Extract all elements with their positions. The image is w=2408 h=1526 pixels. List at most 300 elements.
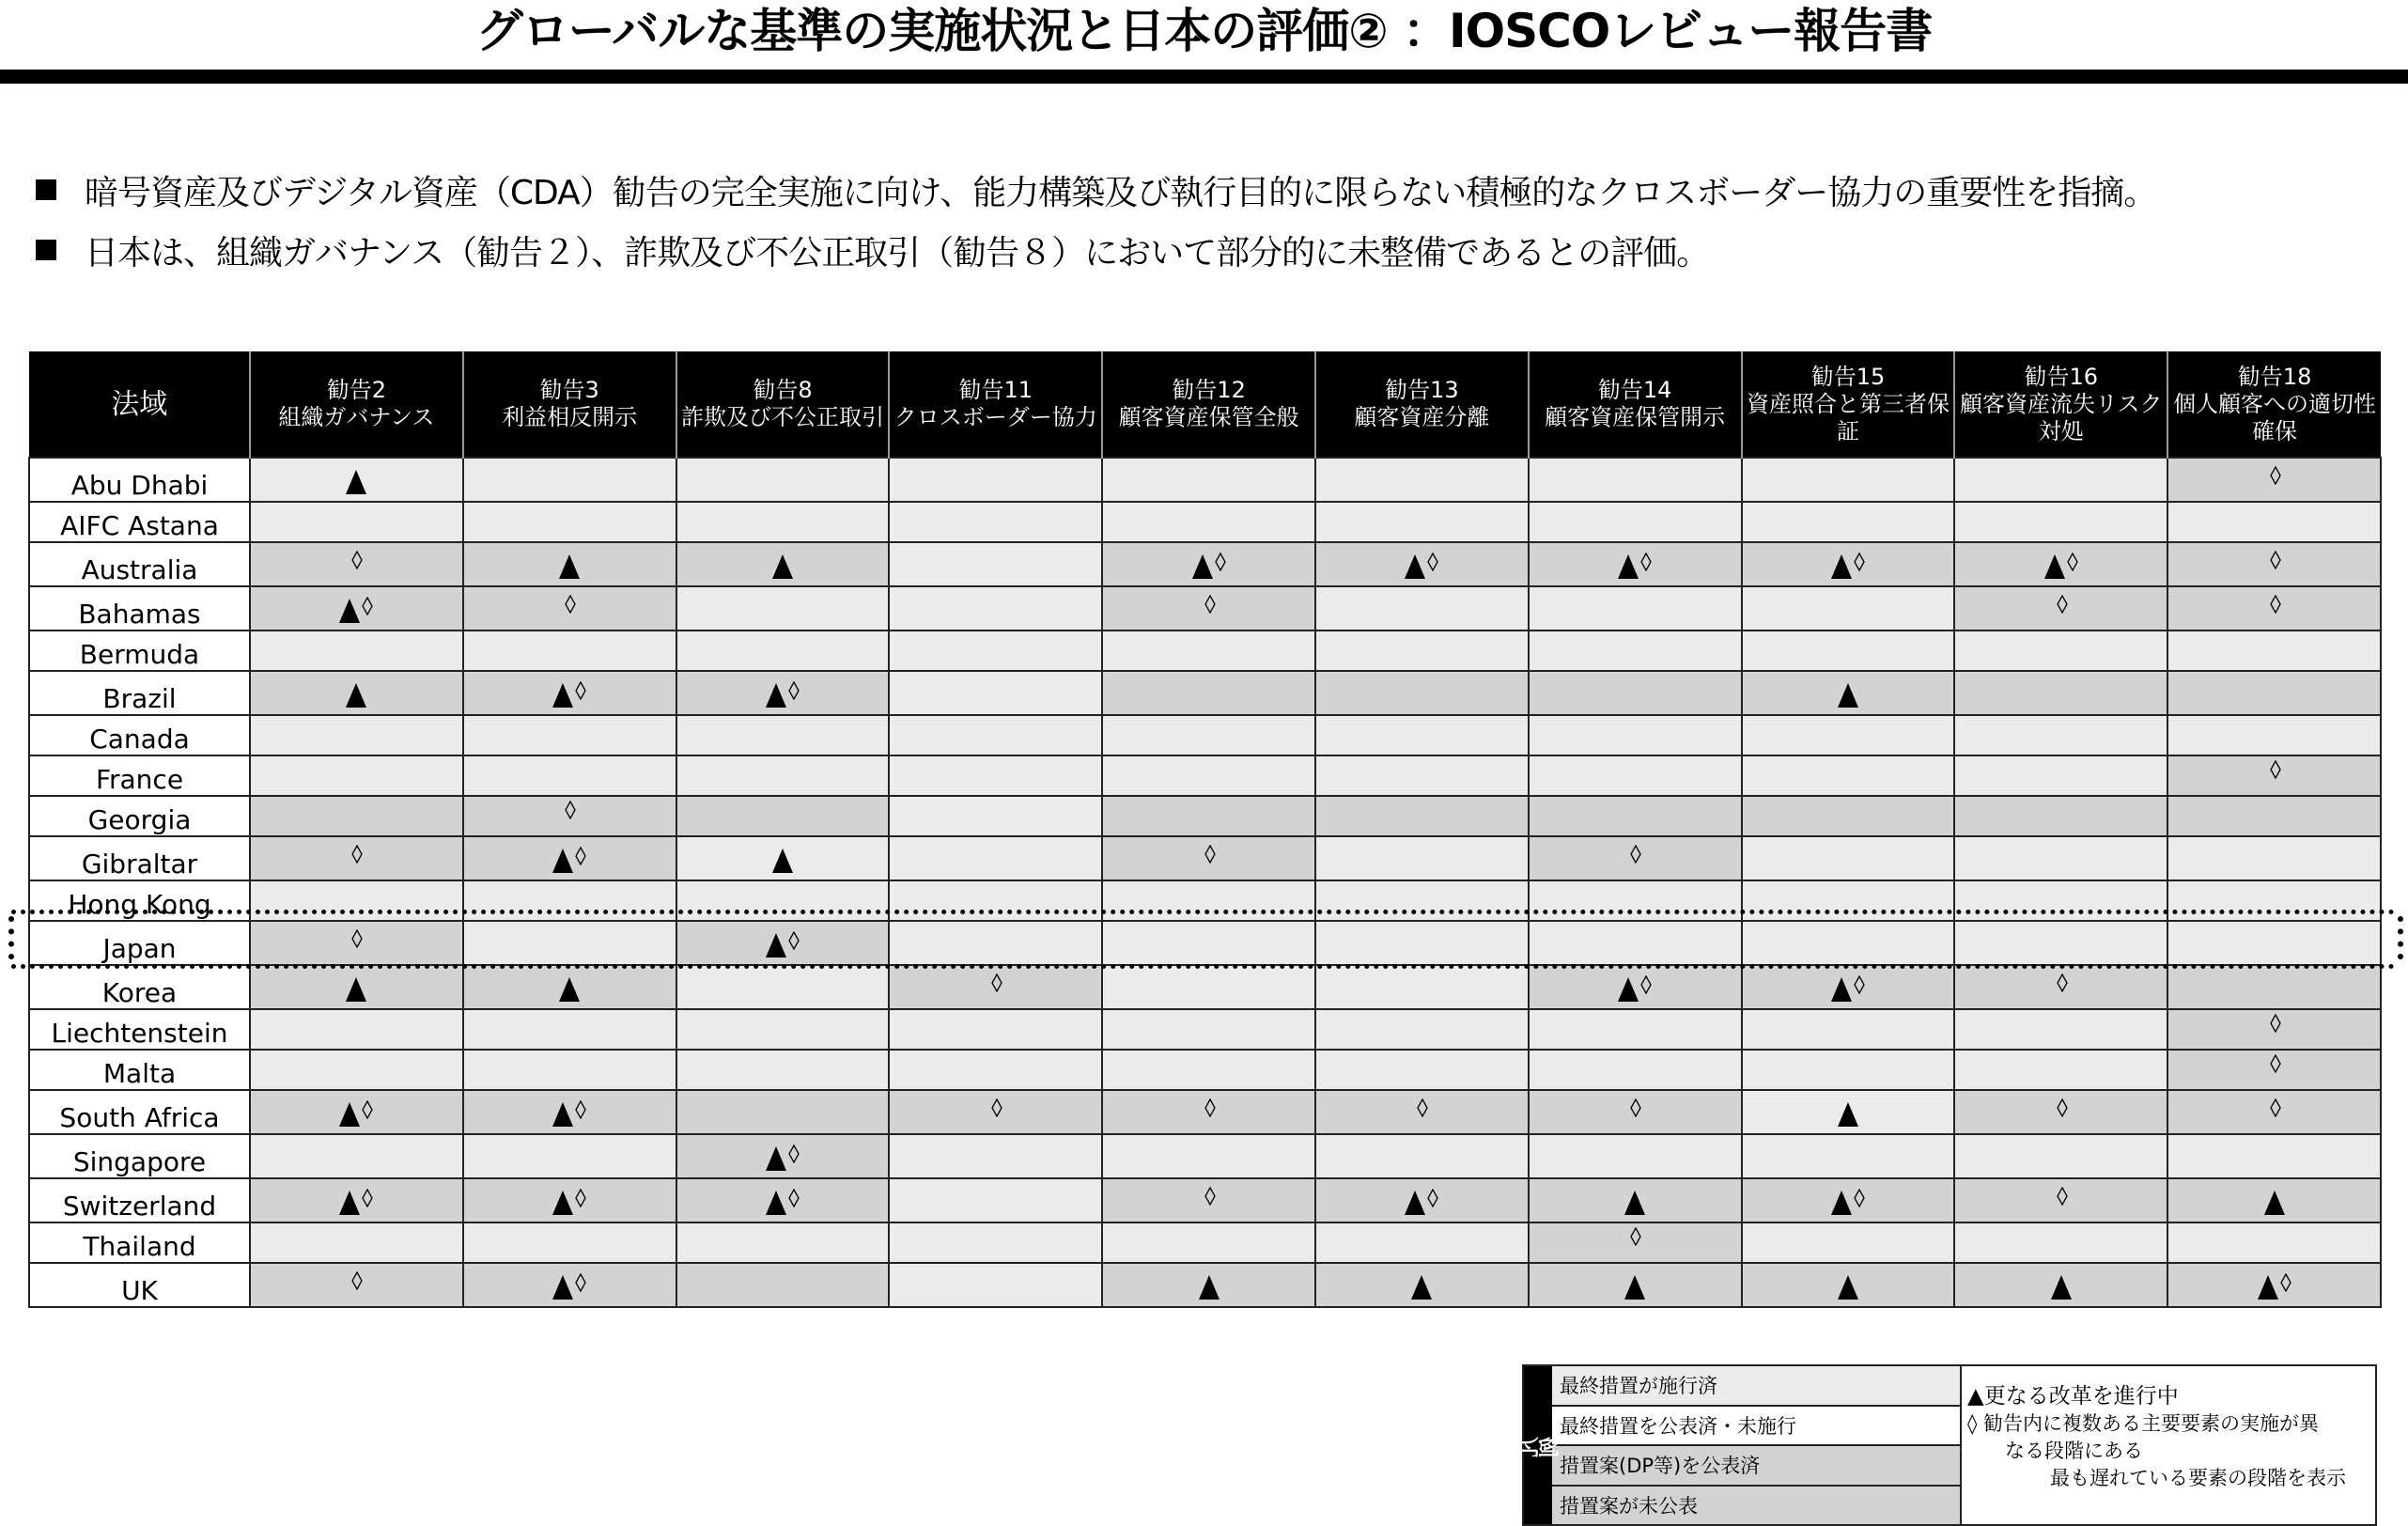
column-header-jurisdiction: 法域	[29, 351, 250, 458]
diamond-icon	[1204, 1187, 1216, 1206]
jurisdiction-cell: South Africa	[29, 1090, 250, 1134]
column-header-label: 顧客資産分離	[1354, 404, 1490, 430]
status-mark	[559, 543, 580, 582]
status-mark	[559, 966, 580, 1004]
status-mark	[1199, 1264, 1220, 1302]
diamond-icon	[2270, 760, 2281, 779]
triangle-icon	[772, 849, 793, 873]
assessment-table	[28, 351, 2382, 1308]
status-mark	[1411, 1264, 1432, 1302]
status-cell	[250, 715, 463, 755]
status-cell	[1529, 1090, 1742, 1134]
status-cell	[2167, 796, 2381, 836]
column-header-label: 顧客資産流失リスク対処	[1960, 390, 2163, 444]
column-header-number: 勧告18	[2237, 363, 2312, 390]
jurisdiction-cell: Japan	[29, 921, 250, 965]
jurisdiction-cell: Thailand	[29, 1222, 250, 1263]
status-mark	[350, 1268, 363, 1306]
jurisdiction-cell: Brazil	[29, 671, 250, 715]
status-cell	[1529, 880, 1742, 921]
status-cell	[250, 1134, 463, 1178]
table-row	[29, 836, 2381, 880]
jurisdiction-cell: Abu Dhabi	[29, 458, 250, 502]
table-row	[29, 1050, 2381, 1090]
status-cell	[1742, 1178, 1955, 1222]
status-cell	[463, 458, 676, 502]
status-cell	[1315, 715, 1529, 755]
status-mark	[2055, 1183, 2068, 1222]
column-header-number: 勧告14	[1597, 377, 1672, 403]
status-mark	[346, 672, 366, 710]
status-mark	[2268, 547, 2281, 585]
status-cell	[1102, 631, 1315, 671]
status-cell	[463, 715, 676, 755]
table-row	[29, 1090, 2381, 1134]
triangle-icon	[559, 977, 580, 1002]
status-mark	[1628, 841, 1641, 880]
diamond-icon	[1215, 553, 1226, 571]
status-mark	[1831, 543, 1865, 582]
diamond-icon	[2270, 466, 2281, 485]
triangle-icon	[2044, 554, 2065, 579]
column-header-rec	[676, 351, 890, 458]
status-mark	[2268, 1095, 2281, 1133]
status-cell	[889, 458, 1102, 502]
diamond-icon	[2057, 595, 2068, 614]
jurisdiction-cell: Malta	[29, 1050, 250, 1090]
status-cell	[1954, 755, 2167, 796]
triangle-icon	[766, 683, 786, 708]
table-row	[29, 1009, 2381, 1050]
column-header-rec	[1954, 351, 2167, 458]
status-cell	[1102, 1222, 1315, 1263]
status-cell	[463, 671, 676, 715]
status-cell	[1529, 458, 1742, 502]
status-cell	[2167, 880, 2381, 921]
status-mark	[552, 1091, 586, 1129]
status-cell	[1102, 458, 1315, 502]
legend-note-diamond: ◊ 勧告内に複数ある主要要素の実施が異	[1967, 1412, 2320, 1435]
status-cell	[463, 1050, 676, 1090]
status-mark	[1618, 543, 1652, 582]
status-cell	[463, 502, 676, 542]
column-header-number: 勧告8	[753, 377, 813, 403]
status-mark	[1203, 841, 1216, 880]
status-cell	[1529, 542, 1742, 586]
status-cell	[463, 1090, 676, 1134]
status-cell	[2167, 502, 2381, 542]
status-cell	[1954, 921, 2167, 965]
status-cell	[463, 965, 676, 1009]
diamond-icon	[351, 845, 363, 864]
status-cell	[1529, 1134, 1742, 1178]
status-cell	[1742, 715, 1955, 755]
triangle-icon	[1618, 554, 1639, 579]
table-row	[29, 542, 2381, 586]
status-cell	[2167, 1222, 2381, 1263]
status-cell	[676, 715, 890, 755]
status-mark	[563, 797, 576, 835]
diamond-icon	[575, 1189, 586, 1207]
diamond-icon	[1854, 975, 1865, 994]
diamond-icon	[2057, 973, 2068, 992]
status-mark	[2055, 591, 2068, 630]
jurisdiction-cell: Georgia	[29, 796, 250, 836]
status-cell	[889, 1263, 1102, 1307]
status-cell	[1102, 502, 1315, 542]
status-cell	[1529, 586, 1742, 631]
status-cell	[1102, 1263, 1315, 1307]
status-cell	[676, 1222, 890, 1263]
jurisdiction-cell: France	[29, 755, 250, 796]
status-cell	[889, 586, 1102, 631]
status-cell	[1315, 880, 1529, 921]
status-cell	[2167, 1090, 2381, 1134]
diamond-icon	[1854, 553, 1865, 571]
status-cell	[250, 1090, 463, 1134]
status-cell	[1315, 542, 1529, 586]
status-cell	[1954, 1009, 2167, 1050]
status-cell	[463, 1222, 676, 1263]
status-cell	[463, 796, 676, 836]
jurisdiction-cell: Bermuda	[29, 631, 250, 671]
diamond-icon	[2057, 1187, 2068, 1206]
status-cell	[1315, 1050, 1529, 1090]
column-header-rec	[1529, 351, 1742, 458]
triangle-icon	[1199, 1275, 1220, 1300]
triangle-icon	[552, 849, 573, 873]
status-mark	[766, 922, 800, 960]
status-cell	[1529, 671, 1742, 715]
diamond-icon	[1427, 553, 1438, 571]
diamond-icon	[575, 1100, 586, 1119]
triangle-icon	[1618, 977, 1639, 1002]
status-cell	[1954, 965, 2167, 1009]
diamond-icon	[575, 681, 586, 700]
diamond-icon	[2270, 1054, 2281, 1073]
diamond-icon	[565, 801, 576, 819]
legend	[1517, 1364, 2377, 1526]
status-cell	[463, 755, 676, 796]
triangle-icon	[766, 933, 786, 958]
table-row	[29, 1178, 2381, 1222]
status-mark	[1203, 1095, 1216, 1133]
column-header-label: 顧客資産保管全般	[1118, 404, 1299, 430]
triangle-icon	[2258, 1275, 2278, 1300]
legend-tag	[1517, 1366, 1559, 1524]
triangle-icon	[1192, 554, 1213, 579]
status-cell	[1954, 1050, 2167, 1090]
triangle-icon	[339, 599, 360, 623]
diamond-icon	[362, 597, 373, 615]
status-cell	[889, 502, 1102, 542]
table-row	[29, 586, 2381, 631]
triangle-icon	[766, 1191, 786, 1215]
column-header-rec	[1742, 351, 1955, 458]
status-cell	[250, 1222, 463, 1263]
status-cell	[1529, 1050, 1742, 1090]
status-cell	[250, 1263, 463, 1307]
status-cell	[1954, 1090, 2167, 1134]
status-cell	[1315, 502, 1529, 542]
summary-bullets	[36, 160, 2385, 280]
triangle-icon	[552, 1191, 573, 1215]
status-cell	[1742, 796, 1955, 836]
status-cell	[1742, 755, 1955, 796]
status-mark	[552, 1179, 586, 1218]
diamond-icon	[2270, 551, 2281, 569]
status-cell	[463, 586, 676, 631]
status-cell	[463, 1134, 676, 1178]
status-cell	[1102, 671, 1315, 715]
status-mark	[1838, 672, 1858, 710]
diamond-icon	[1630, 845, 1641, 864]
status-mark	[2055, 1095, 2068, 1133]
jurisdiction-cell: AIFC Astana	[29, 502, 250, 542]
column-header-label: クロスボーダー協力	[893, 404, 1097, 430]
status-cell	[463, 1178, 676, 1222]
column-header-label: 個人顧客への適切性確保	[2173, 390, 2377, 444]
status-cell	[2167, 755, 2381, 796]
table-row	[29, 880, 2381, 921]
status-cell	[2167, 1263, 2381, 1307]
triangle-icon	[1831, 977, 1852, 1002]
jurisdiction-cell: Canada	[29, 715, 250, 755]
legend-key-draft-published: 措置案(DP等)を公表済	[1552, 1446, 1960, 1487]
status-cell	[676, 631, 890, 671]
diamond-icon	[991, 973, 1002, 992]
status-cell	[1742, 542, 1955, 586]
status-cell	[2167, 671, 2381, 715]
status-mark	[1415, 1095, 1428, 1133]
table-row	[29, 715, 2381, 755]
legend-keys	[1552, 1366, 1960, 1524]
table-row	[29, 502, 2381, 542]
legend-note-diamond-cont: なる段階にある	[2005, 1440, 2143, 1462]
status-cell	[889, 1134, 1102, 1178]
table-row	[29, 921, 2381, 965]
status-cell	[1315, 631, 1529, 671]
diamond-icon	[362, 1100, 373, 1119]
status-cell	[463, 836, 676, 880]
status-mark	[552, 837, 586, 876]
status-cell	[1954, 586, 2167, 631]
status-cell	[1102, 755, 1315, 796]
diamond-icon	[351, 929, 363, 948]
diamond-icon	[351, 1271, 363, 1290]
status-cell	[889, 1178, 1102, 1222]
jurisdiction-cell: UK	[29, 1263, 250, 1307]
status-cell	[1315, 1263, 1529, 1307]
diamond-icon	[2067, 553, 2078, 571]
status-mark	[1831, 1179, 1865, 1218]
diamond-icon	[1640, 553, 1652, 571]
status-cell	[1102, 921, 1315, 965]
status-cell	[889, 631, 1102, 671]
status-mark	[2268, 1010, 2281, 1049]
table-row	[29, 631, 2381, 671]
status-mark	[766, 1135, 800, 1174]
status-mark	[350, 547, 363, 585]
legend-key-draft-unpublished: 措置案が未公表	[1552, 1487, 1960, 1525]
status-mark	[339, 587, 373, 626]
column-header-number: 勧告12	[1172, 377, 1246, 403]
table-row	[29, 755, 2381, 796]
status-mark	[1618, 966, 1652, 1004]
status-cell	[1954, 836, 2167, 880]
column-header-rec	[1102, 351, 1315, 458]
status-mark	[2258, 1264, 2291, 1302]
diamond-icon	[1630, 1227, 1641, 1246]
triangle-icon	[552, 683, 573, 708]
status-cell	[889, 965, 1102, 1009]
diamond-icon	[351, 551, 363, 569]
status-cell	[1529, 965, 1742, 1009]
triangle-icon	[552, 1102, 573, 1127]
status-cell	[1954, 502, 2167, 542]
diamond-icon	[2057, 1098, 2068, 1117]
column-header-label: 顧客資産保管開示	[1545, 404, 1726, 430]
column-header-label: 詐欺及び不公正取引	[680, 404, 884, 430]
status-cell	[676, 1263, 890, 1307]
diamond-icon	[1427, 1189, 1438, 1207]
triangle-icon	[559, 554, 580, 579]
square-bullet-icon	[36, 179, 56, 200]
table-row	[29, 1134, 2381, 1178]
status-cell	[1315, 1178, 1529, 1222]
status-mark	[2051, 1264, 2072, 1302]
status-cell	[889, 1222, 1102, 1263]
diamond-icon	[1630, 1098, 1641, 1117]
diamond-icon	[1640, 975, 1652, 994]
status-cell	[889, 836, 1102, 880]
status-cell	[1954, 1222, 2167, 1263]
status-mark	[1838, 1091, 1858, 1129]
column-header-number: 勧告13	[1385, 377, 1459, 403]
bullet-text: 暗号資産及びデジタル資産（CDA）勧告の完全実施に向け、能力構築及び執行目的に限らない積極的なクロスボーダー協力の重要性を指摘。	[85, 173, 2157, 212]
status-cell	[463, 631, 676, 671]
diamond-icon	[991, 1098, 1002, 1117]
status-cell	[1102, 586, 1315, 631]
status-cell	[1315, 1009, 1529, 1050]
status-mark	[989, 970, 1002, 1008]
status-cell	[250, 965, 463, 1009]
triangle-icon	[1831, 554, 1852, 579]
status-cell	[2167, 921, 2381, 965]
status-cell	[1954, 542, 2167, 586]
status-cell	[676, 1090, 890, 1134]
status-cell	[1315, 1222, 1529, 1263]
legend-note-triangle: ▲更なる改革を進行中	[1967, 1384, 2179, 1409]
status-cell	[676, 1178, 890, 1222]
triangle-icon	[1405, 1191, 1425, 1215]
status-cell	[1315, 1090, 1529, 1134]
status-cell	[1954, 631, 2167, 671]
status-cell	[250, 1009, 463, 1050]
status-mark	[2268, 591, 2281, 630]
triangle-icon	[1838, 1102, 1858, 1127]
triangle-icon	[2264, 1191, 2285, 1215]
column-header-rec	[889, 351, 1102, 458]
status-mark	[339, 1179, 373, 1218]
status-mark	[2264, 1179, 2285, 1218]
column-header-label: 利益相反開示	[502, 404, 638, 430]
status-cell	[676, 755, 890, 796]
status-cell	[1742, 631, 1955, 671]
triangle-icon	[552, 1275, 573, 1300]
status-cell	[1529, 755, 1742, 796]
column-header-label: 資産照合と第三者保証	[1746, 390, 1950, 444]
table-header-row	[29, 351, 2381, 458]
status-cell	[676, 1009, 890, 1050]
status-cell	[676, 458, 890, 502]
status-cell	[1954, 458, 2167, 502]
column-header-number: 勧告16	[2024, 363, 2099, 390]
status-cell	[889, 542, 1102, 586]
column-header-number: 勧告11	[958, 377, 1033, 403]
status-cell	[463, 1263, 676, 1307]
diamond-icon	[2270, 595, 2281, 614]
status-mark	[346, 459, 366, 497]
status-mark	[772, 543, 793, 582]
diamond-icon	[1417, 1098, 1428, 1117]
status-cell	[1954, 715, 2167, 755]
status-cell	[1102, 836, 1315, 880]
status-cell	[1954, 671, 2167, 715]
status-cell	[1954, 1263, 2167, 1307]
status-mark	[552, 1264, 586, 1302]
status-cell	[676, 671, 890, 715]
jurisdiction-cell: Singapore	[29, 1134, 250, 1178]
status-cell	[1742, 1222, 1955, 1263]
table-row	[29, 1263, 2381, 1307]
triangle-icon	[1411, 1275, 1432, 1300]
diamond-icon	[2270, 1014, 2281, 1033]
status-cell	[1102, 1134, 1315, 1178]
status-cell	[889, 880, 1102, 921]
status-cell	[1315, 836, 1529, 880]
square-bullet-icon	[36, 240, 56, 260]
status-cell	[1529, 921, 1742, 965]
status-mark	[1838, 1264, 1858, 1302]
table-row	[29, 796, 2381, 836]
status-cell	[250, 502, 463, 542]
triangle-icon	[339, 1102, 360, 1127]
status-cell	[1529, 1178, 1742, 1222]
diamond-icon	[788, 1144, 800, 1163]
status-mark	[2268, 756, 2281, 795]
status-cell	[2167, 836, 2381, 880]
status-cell	[676, 921, 890, 965]
status-cell	[2167, 631, 2381, 671]
status-cell	[676, 836, 890, 880]
status-mark	[1203, 591, 1216, 630]
triangle-icon	[1838, 683, 1858, 708]
jurisdiction-cell: Switzerland	[29, 1178, 250, 1222]
status-cell	[1742, 1134, 1955, 1178]
status-cell	[250, 631, 463, 671]
status-cell	[1954, 1178, 2167, 1222]
status-cell	[1742, 458, 1955, 502]
status-cell	[1529, 502, 1742, 542]
column-header-label: 組織ガバナンス	[278, 404, 435, 430]
triangle-icon	[2051, 1275, 2072, 1300]
triangle-icon	[346, 470, 366, 494]
legend-note-diamond-detail: 最も遅れている要素の段階を表示	[2050, 1467, 2346, 1489]
status-cell	[1742, 1090, 1955, 1134]
status-cell	[1102, 880, 1315, 921]
table-row	[29, 671, 2381, 715]
